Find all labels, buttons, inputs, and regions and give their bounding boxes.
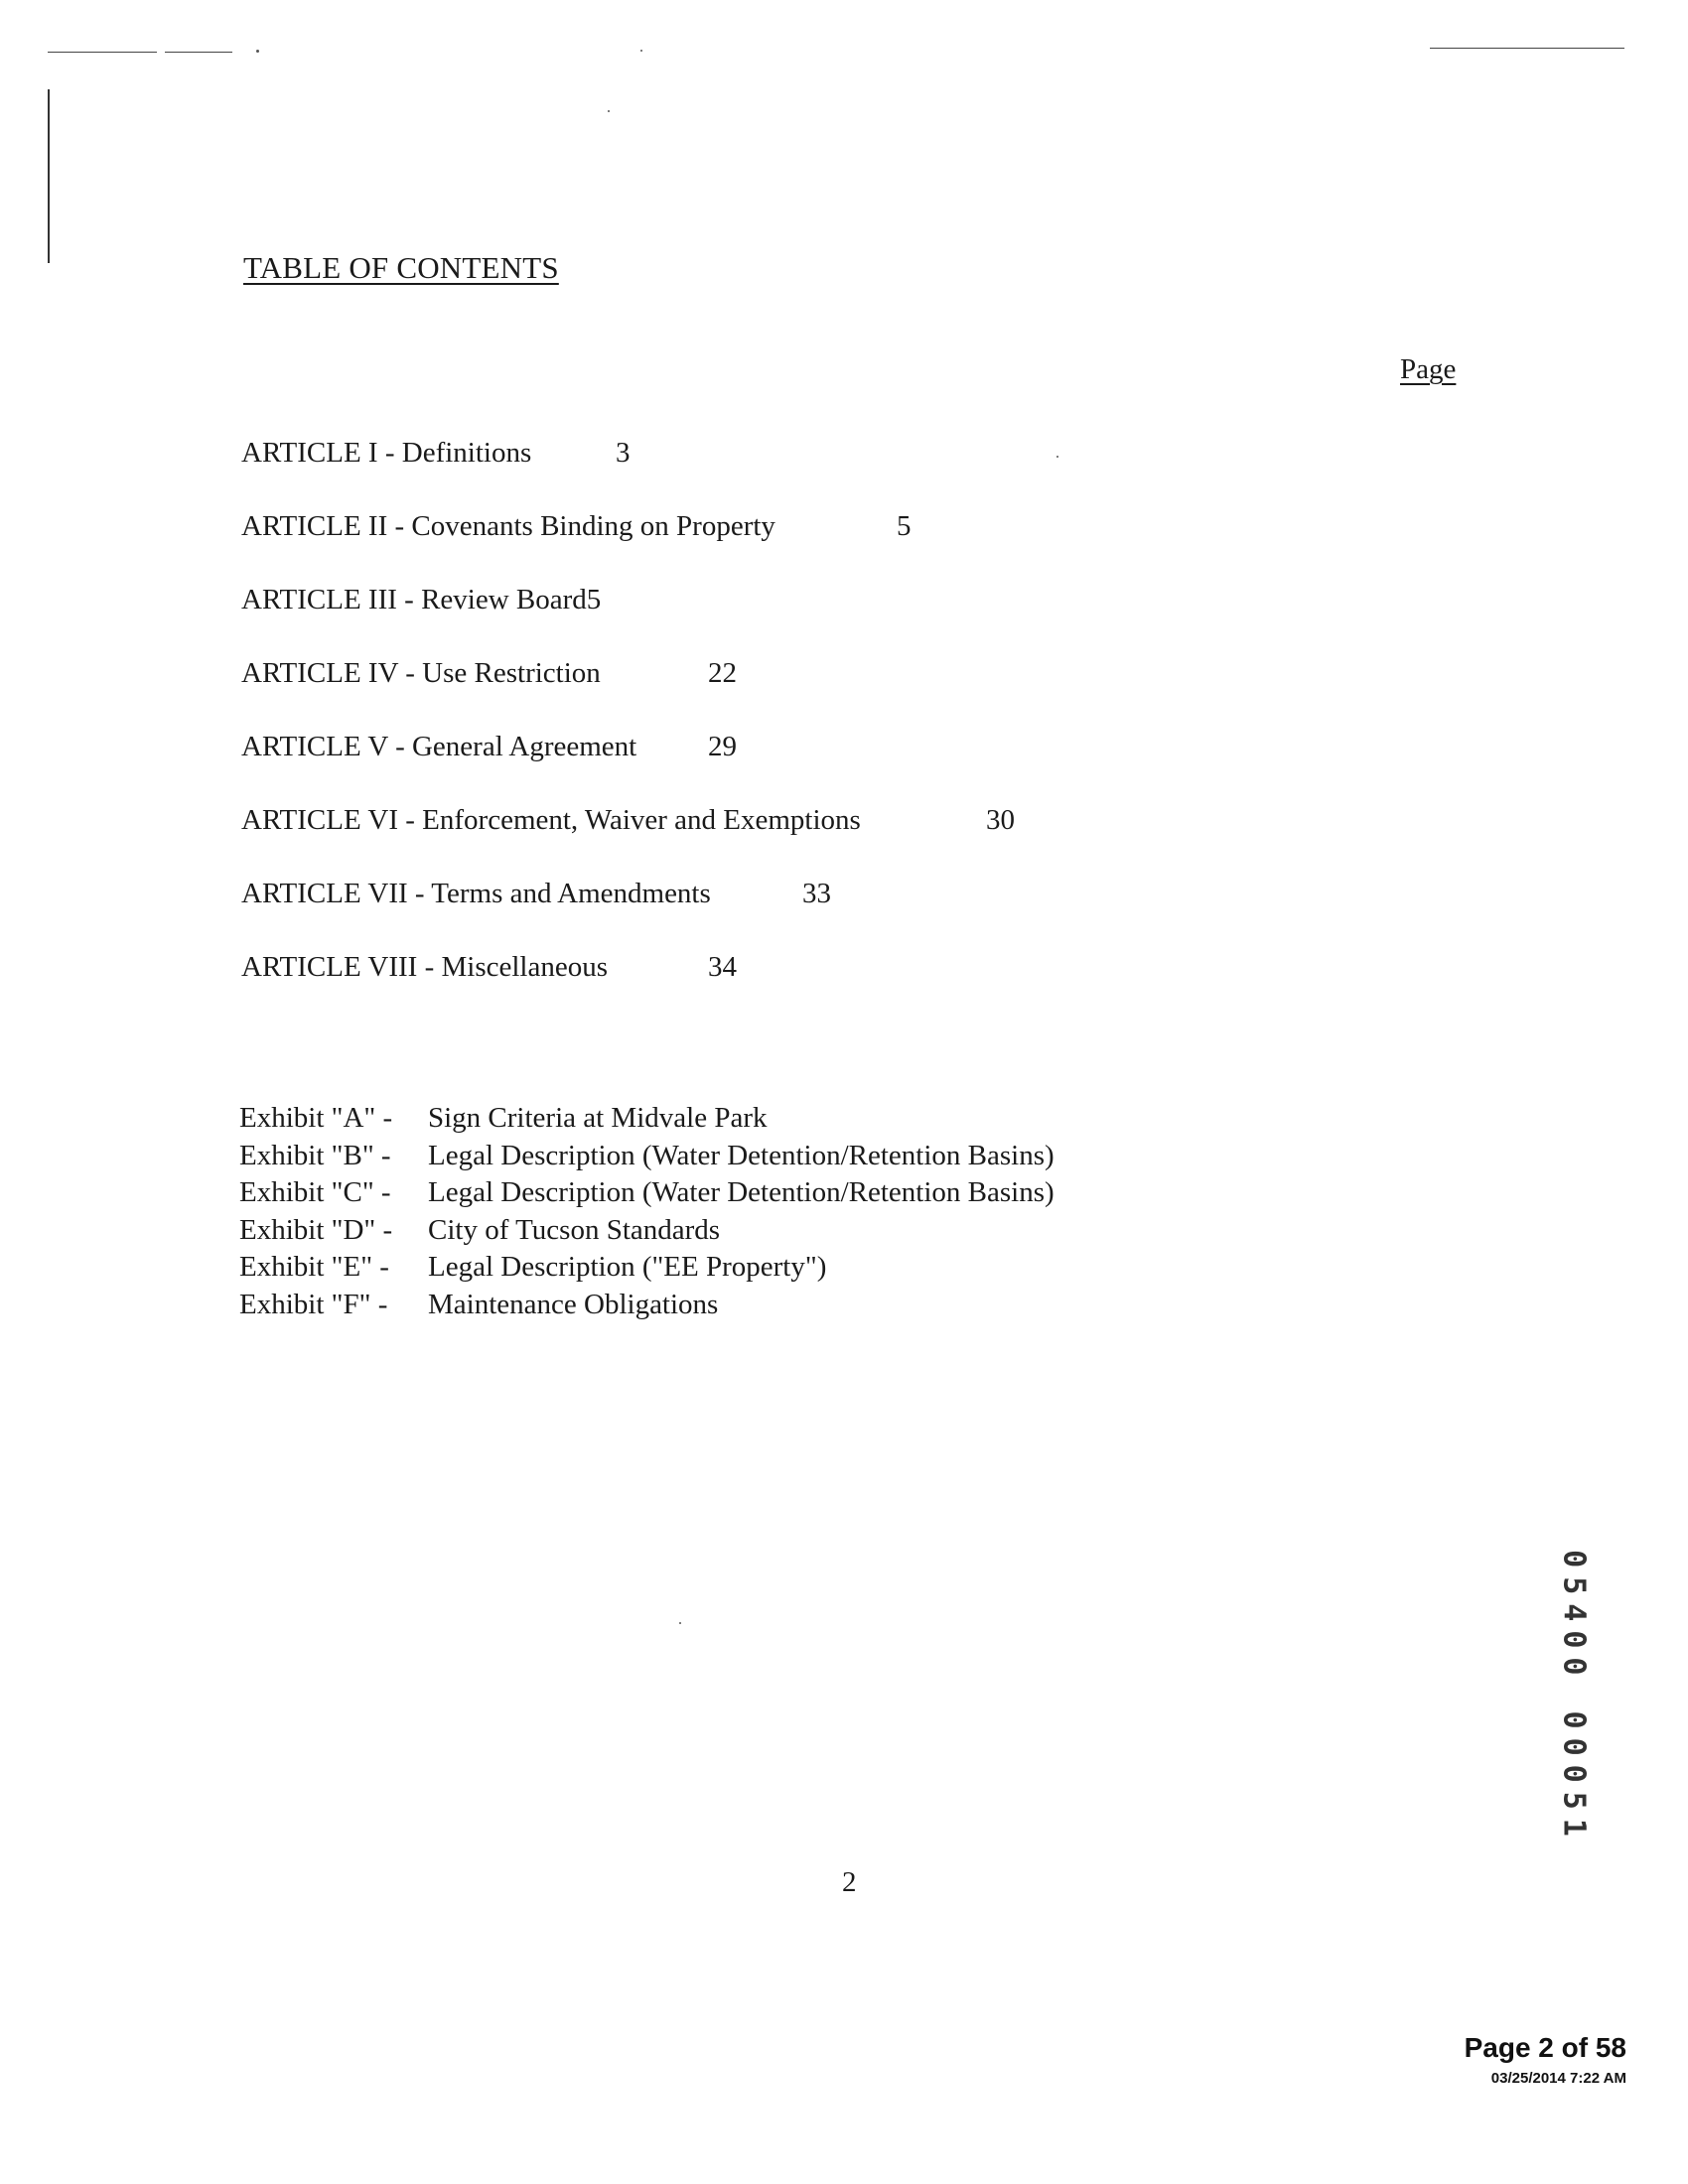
toc-article-entry	[241, 804, 1015, 837]
scan-line-top-left	[48, 52, 157, 53]
toc-article-page: 29	[708, 731, 737, 762]
toc-article-entry	[241, 878, 831, 910]
exhibit-label: Exhibit "F" -	[239, 1288, 388, 1320]
toc-article-label: ARTICLE VII - Terms and Amendments	[241, 878, 711, 909]
toc-article-entry	[241, 510, 912, 543]
toc-article-entry	[241, 731, 737, 763]
toc-article-page: 33	[802, 878, 831, 909]
toc-article-entry	[241, 951, 737, 984]
toc-article-label: ARTICLE II - Covenants Binding on Property	[241, 510, 775, 542]
scan-speck	[679, 1622, 681, 1624]
page-title: TABLE OF CONTENTS	[243, 250, 559, 285]
toc-article-label: ARTICLE IV - Use Restriction	[241, 657, 601, 689]
toc-article-entry	[241, 437, 631, 470]
scan-line-left-margin	[48, 89, 50, 263]
toc-article-page: 5	[897, 510, 912, 542]
page-number: 2	[842, 1866, 857, 1898]
recording-stamp-text: 05400 00051	[1556, 1550, 1592, 1845]
recording-stamp	[1544, 1534, 1604, 1861]
exhibit-description: City of Tucson Standards	[428, 1213, 721, 1246]
exhibit-description: Legal Description (Water Detention/Retention Basins)	[428, 1139, 1055, 1171]
exhibit-description: Maintenance Obligations	[428, 1288, 719, 1320]
exhibit-description: Legal Description ("EE Property")	[428, 1251, 827, 1283]
exhibit-label: Exhibit "D" -	[239, 1213, 393, 1246]
toc-article-label: ARTICLE I - Definitions	[241, 437, 532, 469]
toc-article-label: ARTICLE VIII - Miscellaneous	[241, 951, 608, 983]
toc-article-page: 34	[708, 951, 737, 983]
scan-speck	[640, 50, 642, 52]
scan-speck	[1056, 456, 1058, 458]
exhibit-description: Sign Criteria at Midvale Park	[428, 1102, 768, 1134]
toc-article-label: ARTICLE V - General Agreement	[241, 731, 637, 762]
exhibit-label: Exhibit "A" -	[239, 1102, 393, 1134]
scan-line-top-right	[1430, 48, 1624, 49]
toc-article-page: 3	[616, 437, 631, 469]
toc-article-entry	[241, 657, 737, 690]
exhibit-label: Exhibit "B" -	[239, 1139, 391, 1171]
scan-speck	[256, 50, 259, 53]
footer-timestamp: 03/25/2014 7:22 AM	[1490, 2070, 1626, 2087]
toc-article-page: 30	[986, 804, 1015, 836]
exhibit-label: Exhibit "E" -	[239, 1251, 389, 1283]
exhibit-label: Exhibit "C" -	[239, 1176, 391, 1208]
toc-article-label: ARTICLE VI - Enforcement, Waiver and Exemptions	[241, 804, 861, 836]
exhibit-description: Legal Description (Water Detention/Retention Basins)	[428, 1176, 1055, 1208]
footer-page-count: Page 2 of 58	[1464, 2032, 1626, 2063]
page-column-label: Page	[1400, 353, 1457, 385]
scan-speck	[608, 110, 610, 112]
toc-article-entry	[241, 584, 601, 616]
toc-article-label: ARTICLE III - Review Board5	[241, 584, 602, 615]
scan-line-top-left-2	[165, 52, 232, 53]
toc-article-page: 22	[708, 657, 737, 689]
